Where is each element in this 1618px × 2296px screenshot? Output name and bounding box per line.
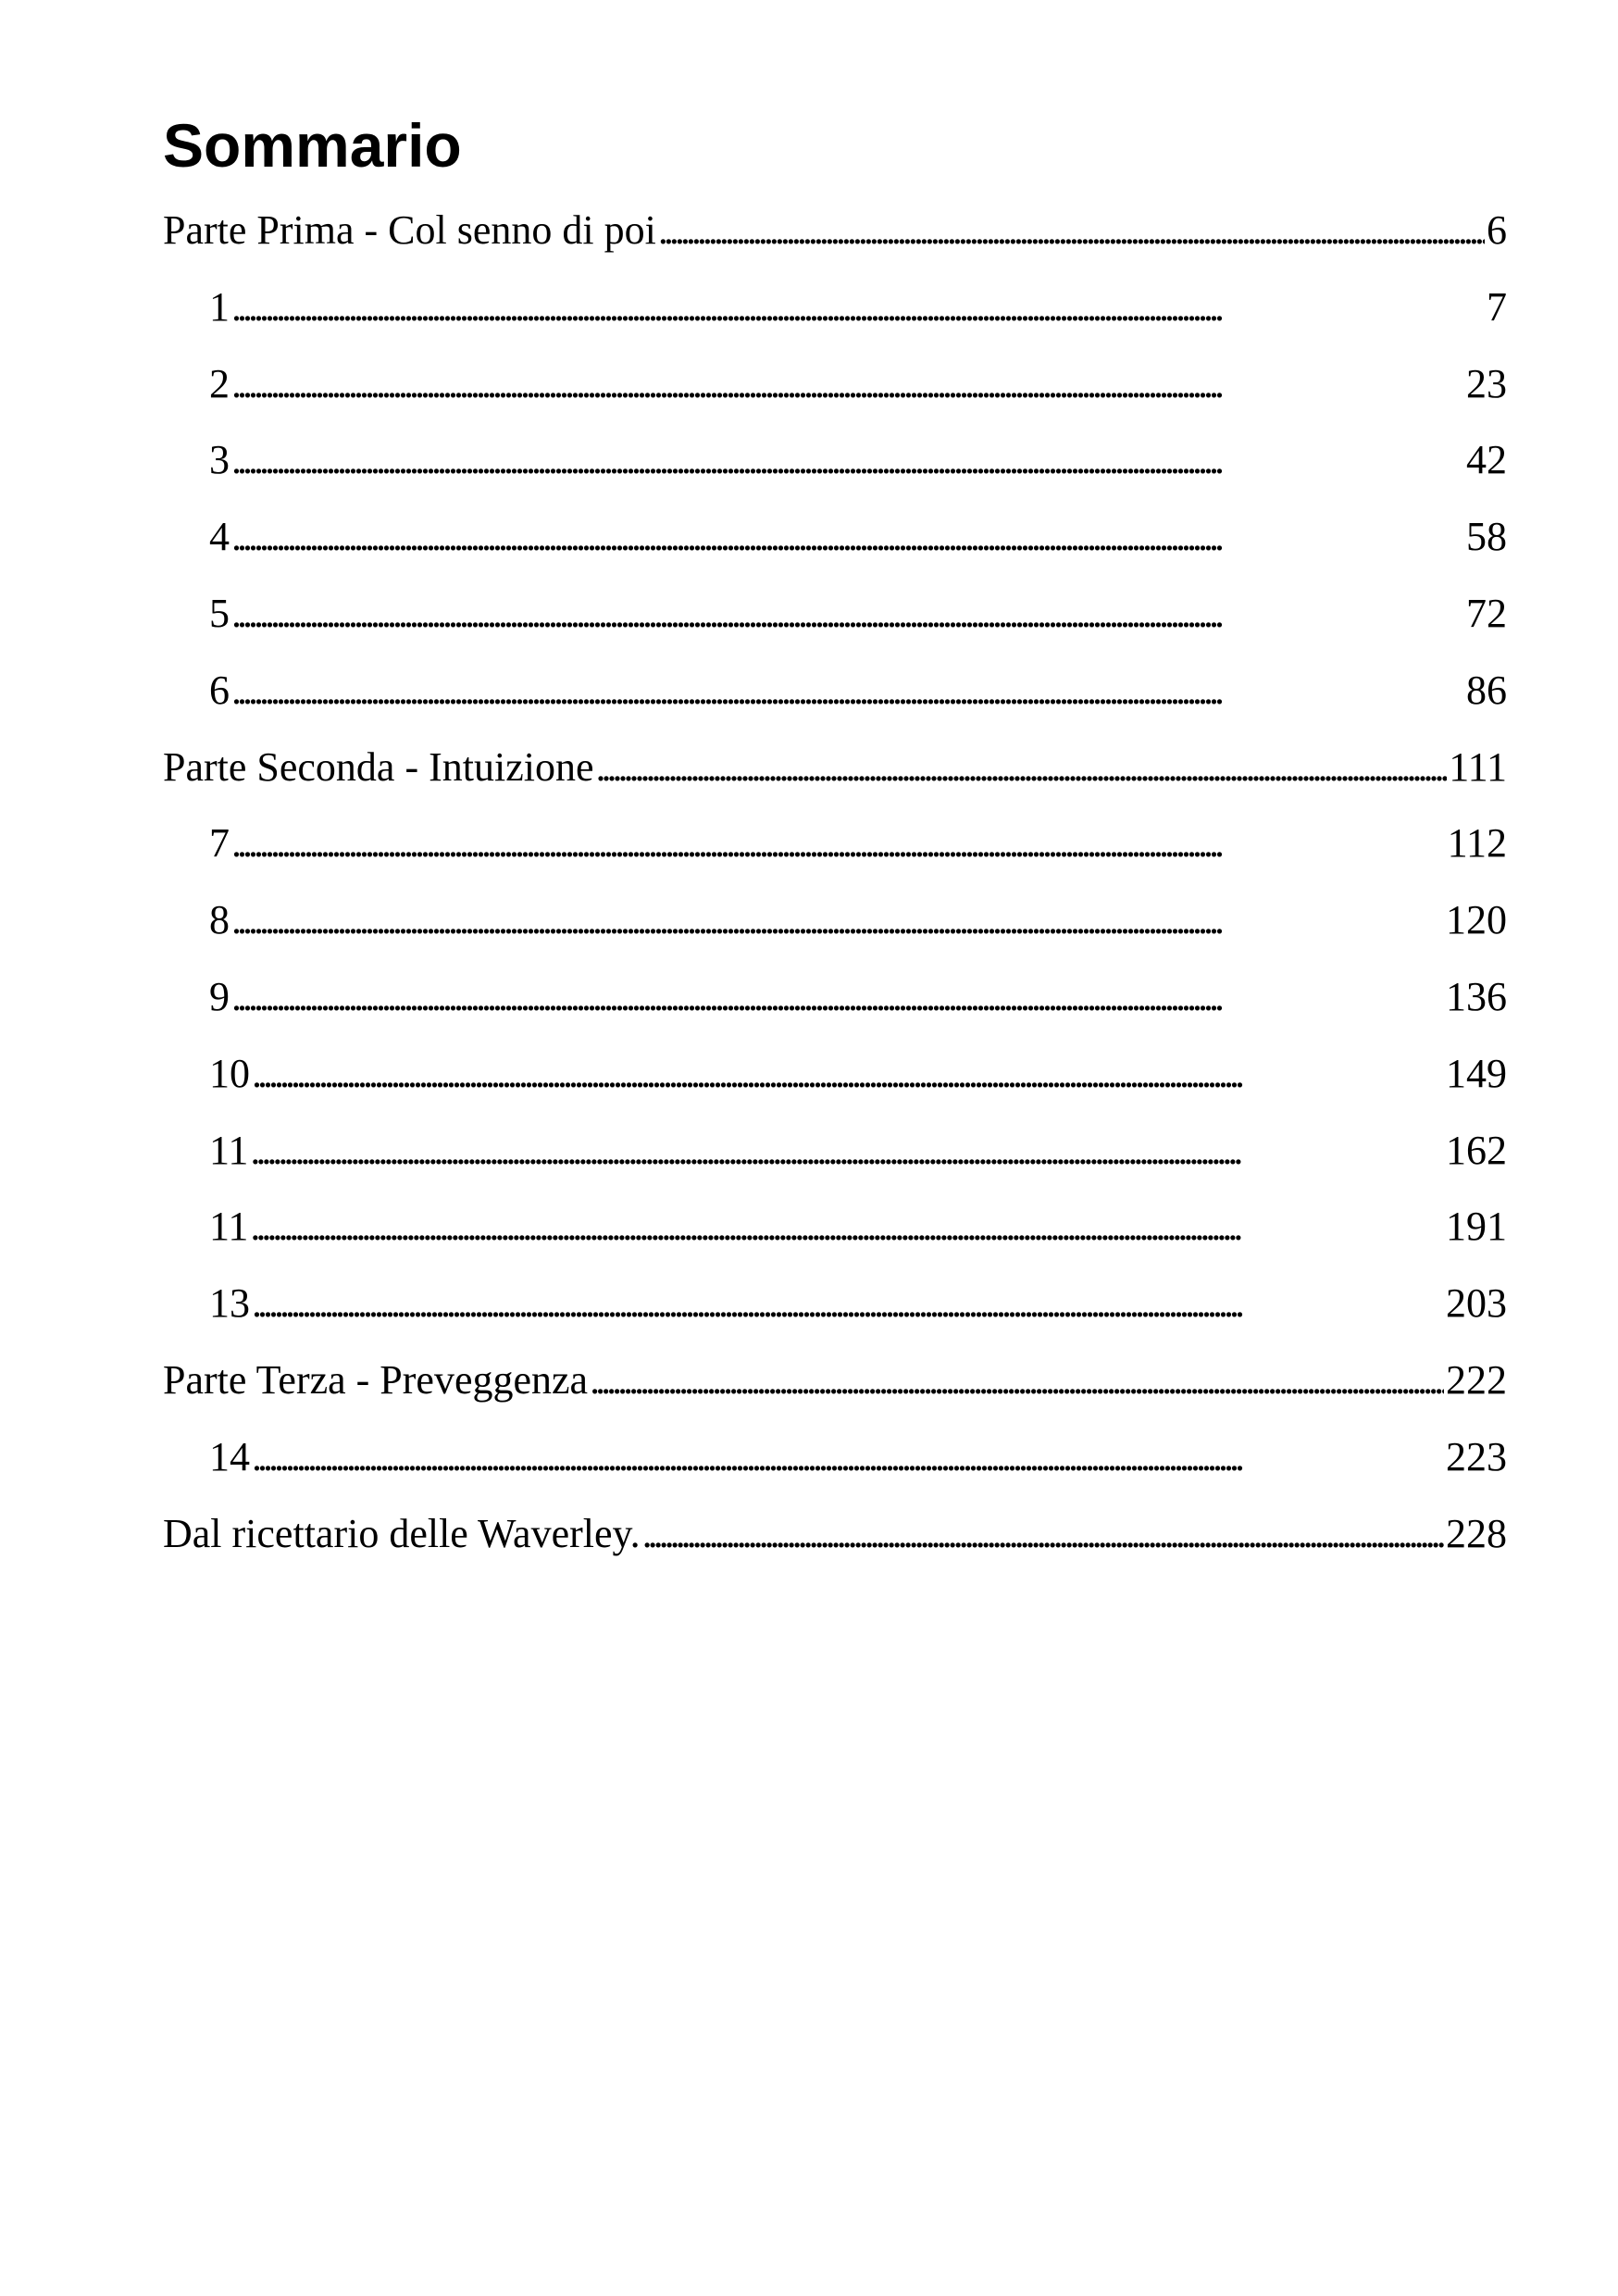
dot-leader (252, 1036, 1444, 1113)
toc-entry-page: 23 (1466, 360, 1507, 406)
toc-entry[interactable] (163, 1266, 1507, 1342)
toc-entry[interactable] (163, 730, 1507, 806)
toc-entry-page: 86 (1466, 667, 1507, 713)
toc-entry-page: 162 (1446, 1127, 1507, 1173)
toc-entry-page: 149 (1446, 1050, 1507, 1096)
toc-entry-label: Parte Seconda - Intuizione (163, 743, 594, 790)
toc-entry-label: 8 (209, 897, 230, 943)
toc-entry[interactable] (163, 269, 1507, 346)
toc-entry-label: 11 (209, 1204, 249, 1250)
toc-entry-label: 3 (209, 437, 230, 483)
toc-entry-page: 223 (1446, 1433, 1507, 1479)
toc-entry-label: Dal ricettario delle Waverley. (163, 1510, 641, 1556)
dot-leader (590, 1342, 1444, 1419)
dot-leader (596, 730, 1448, 806)
toc-entry[interactable] (163, 499, 1507, 576)
toc-entry[interactable] (163, 576, 1507, 653)
toc-entry-label: 11 (209, 1127, 249, 1173)
toc-entry-page: 42 (1466, 437, 1507, 483)
dot-leader (231, 882, 1444, 959)
toc-entry-page: 7 (1487, 283, 1507, 330)
dot-leader (231, 422, 1464, 499)
toc-entry-page: 222 (1446, 1356, 1507, 1403)
toc-entry-page: 112 (1447, 820, 1507, 867)
toc-list (163, 193, 1507, 1572)
toc-entry-page: 111 (1449, 743, 1507, 790)
dot-leader (231, 576, 1464, 653)
toc-entry[interactable] (163, 805, 1507, 882)
dot-leader (231, 959, 1444, 1036)
toc-entry-label: 13 (209, 1280, 250, 1327)
dot-leader (252, 1419, 1444, 1496)
dot-leader (231, 499, 1464, 576)
toc-entry[interactable] (163, 346, 1507, 423)
dot-leader (250, 1113, 1444, 1190)
toc-entry-label: 2 (209, 360, 230, 406)
toc-entry[interactable] (163, 959, 1507, 1036)
toc-entry-page: 228 (1446, 1510, 1507, 1556)
dot-leader (658, 193, 1485, 269)
toc-entry-label: 14 (209, 1433, 250, 1479)
toc-entry-label: 1 (209, 283, 230, 330)
toc-title: Sommario (163, 111, 462, 180)
toc-entry[interactable] (163, 1419, 1507, 1496)
toc-entry-page: 58 (1466, 514, 1507, 560)
toc-entry-page: 72 (1466, 590, 1507, 636)
toc-entry[interactable] (163, 882, 1507, 959)
dot-leader (231, 346, 1464, 423)
dot-leader (642, 1496, 1444, 1573)
toc-entry-page: 120 (1446, 897, 1507, 943)
dot-leader (231, 269, 1485, 346)
toc-entry[interactable] (163, 1113, 1507, 1190)
dot-leader (252, 1266, 1444, 1342)
toc-entry-label: Parte Prima - Col senno di poi (163, 207, 656, 253)
toc-entry[interactable] (163, 1342, 1507, 1419)
toc-entry-label: 10 (209, 1050, 250, 1096)
toc-entry-label: 6 (209, 667, 230, 713)
toc-entry-label: 7 (209, 820, 230, 867)
toc-entry[interactable] (163, 1496, 1507, 1573)
toc-entry-page: 136 (1446, 973, 1507, 1019)
toc-entry[interactable] (163, 422, 1507, 499)
dot-leader (231, 805, 1446, 882)
toc-entry[interactable] (163, 1036, 1507, 1113)
toc-entry-page: 203 (1446, 1280, 1507, 1327)
toc-entry[interactable] (163, 1189, 1507, 1266)
toc-entry-label: 5 (209, 590, 230, 636)
dot-leader (231, 653, 1464, 730)
toc-entry-page: 6 (1487, 207, 1507, 253)
toc-entry[interactable] (163, 653, 1507, 730)
toc-entry-label: 4 (209, 514, 230, 560)
toc-entry-label: 9 (209, 973, 230, 1019)
dot-leader (250, 1189, 1444, 1266)
toc-entry-page: 191 (1446, 1204, 1507, 1250)
toc-entry-label: Parte Terza - Preveggenza (163, 1356, 589, 1403)
toc-entry[interactable] (163, 193, 1507, 269)
